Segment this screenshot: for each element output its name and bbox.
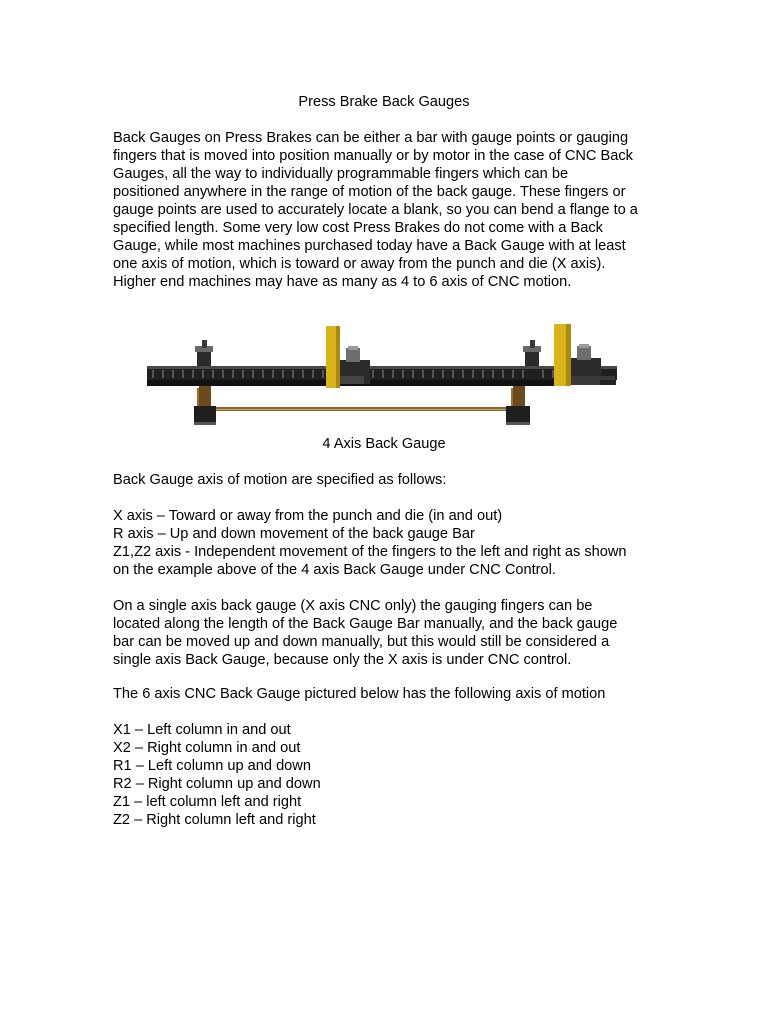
text-line: positioned anywhere in the range of motion of the back gauge. These fingers or	[113, 184, 626, 200]
list-item: X2 – Right column in and out	[113, 740, 301, 756]
axis-intro: Back Gauge axis of motion are specified as follows:	[113, 472, 447, 488]
text-line: fingers that is moved into position manually or by motor in the case of CNC Back	[113, 148, 633, 164]
six-axis-list	[113, 721, 673, 829]
intro-paragraph	[113, 129, 673, 291]
text-line: Higher end machines may have as many as 4 to 6 axis of CNC motion.	[113, 274, 572, 290]
page-title: Press Brake Back Gauges	[298, 94, 470, 110]
list-item: R2 – Right column up and down	[113, 776, 321, 792]
left-gauge-finger	[326, 326, 370, 388]
list-item: X1 – Left column in and out	[113, 722, 291, 738]
text-line: bar can be moved up and down manually, but this would still be considered a	[113, 634, 610, 650]
back-gauge-illustration	[140, 318, 630, 430]
text-line: gauge points are used to accurately locate a blank, so you can bend a flange to a	[113, 202, 638, 218]
text-line: specified length. Some very low cost Press Brakes do not come with a Back	[113, 220, 603, 236]
right-gauge-finger	[554, 324, 616, 386]
text-line: X axis – Toward or away from the punch and die (in and out)	[113, 508, 503, 524]
text-line: one axis of motion, which is toward or away from the punch and die (X axis).	[113, 256, 606, 272]
axis-list	[113, 507, 673, 579]
single-axis-paragraph	[113, 597, 673, 669]
figure-caption: 4 Axis Back Gauge	[322, 436, 446, 452]
text-line: on the example above of the 4 axis Back Gauge under CNC Control.	[113, 562, 556, 578]
six-axis-intro: The 6 axis CNC Back Gauge pictured below has the following axis of motion	[113, 686, 606, 702]
text-line: Z1,Z2 axis - Independent movement of the fingers to the left and right as shown	[113, 544, 627, 560]
text-line: single axis Back Gauge, because only the X axis is under CNC control.	[113, 652, 572, 668]
text-line: Gauge, while most machines purchased today have a Back Gauge with at least	[113, 238, 626, 254]
list-item: Z2 – Right column left and right	[113, 812, 316, 828]
text-line: located along the length of the Back Gauge Bar manually, and the back gauge	[113, 616, 618, 632]
text-line: Back Gauges on Press Brakes can be either a bar with gauge points or gauging	[113, 130, 629, 146]
text-line: R axis – Up and down movement of the back gauge Bar	[113, 526, 475, 542]
list-item: R1 – Left column up and down	[113, 758, 311, 774]
text-line: Gauges, all the way to individually programmable fingers which can be	[113, 166, 569, 182]
text-line: On a single axis back gauge (X axis CNC only) the gauging fingers can be	[113, 598, 593, 614]
list-item: Z1 – left column left and right	[113, 794, 302, 810]
